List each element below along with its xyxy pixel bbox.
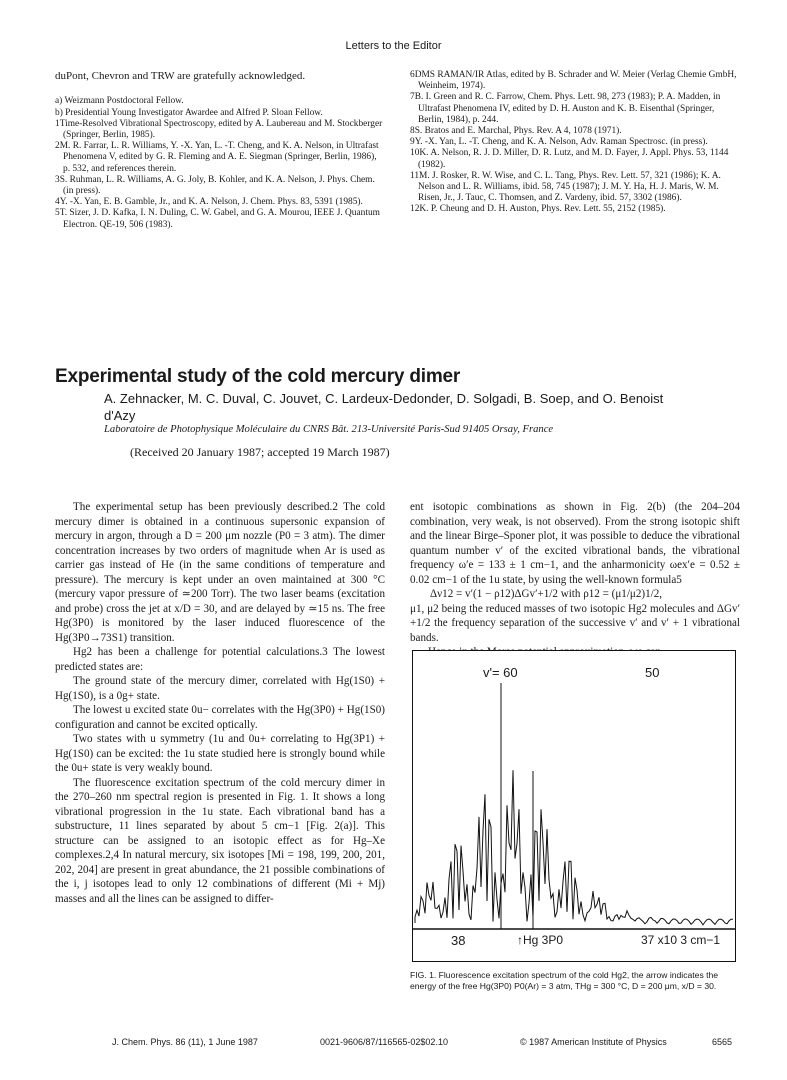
article-title: Experimental study of the cold mercury dimer — [55, 366, 461, 387]
footnote: 8S. Bratos and E. Marchal, Phys. Rev. A 4, 1078 (1971). — [410, 126, 622, 137]
running-header: Letters to the Editor — [345, 40, 442, 52]
left-body-column — [55, 500, 385, 906]
footnote: 7B. I. Green and R. C. Farrow, Chem. Phys. Lett. 98, 273 (1983); P. A. Madden, in Ultrafast Phenomena IV, edited by D. H. Auston and K. B. Eisenthal (Springer, Berlin, 1984), p. 244. — [410, 92, 721, 125]
author-list: A. Zehnacker, M. C. Duval, C. Jouvet, C. Lardeux-Dedonder, D. Solgadi, B. Soep, and O. Benoist d'Azy — [104, 391, 664, 423]
figure-caption: FIG. 1. Fluorescence excitation spectrum of the cold Hg2, the arrow indicates the energy of the free Hg(3P0) P0(Ar) = 3 atm, THg = 300 °C, D = 200 μm, x/D = 30. — [410, 970, 719, 991]
footnote: 9Y. -X. Yan, L. -T. Cheng, and K. A. Nelson, Adv. Raman Spectrosc. (in press). — [410, 137, 708, 148]
spectrum-plot — [413, 651, 735, 961]
figure-1-spectrum — [412, 650, 736, 962]
footer-journal: J. Chem. Phys. 86 (11), 1 June 1987 — [112, 1037, 258, 1047]
footnote: 4Y. -X. Yan, E. B. Gamble, Jr., and K. A. Nelson, J. Chem. Phys. 83, 5391 (1985). — [55, 197, 363, 208]
hg-arrow-label: ↑Hg 3P0 — [517, 933, 564, 947]
body-paragraph: The ground state of the mercury dimer, correlated with Hg(1S0) + Hg(1S0), is a 0g+ state. — [55, 675, 385, 702]
acknowledgment: duPont, Chevron and TRW are gratefully acknowledged. — [55, 70, 306, 82]
axis-label-37: 37 x10 3 cm−1 — [641, 933, 721, 947]
footer-copyright: © 1987 American Institute of Physics — [520, 1037, 667, 1047]
label-50: 50 — [645, 665, 660, 680]
body-paragraph: The lowest u excited state 0u− correlates with the Hg(3P0) + Hg(1S0) configuration and cannot be excited optically. — [55, 704, 385, 731]
body-paragraph: The fluorescence excitation spectrum of the cold mercury dimer in the 270–260 nm spectral region is presented in Fig. 1. It shows a long vibrational progression in the 1u state. Each vibrational band has a substructure, 11 lines separated by about 5 cm−1 [Fig. 2(a)]. This structure can be assigned to an isotopic effect as for Hg–Xe complexes.2,4 In natural mercury, six isotopes [Mi = 198, 199, 200, 201, 202, 204] are present in great abundance, the 21 possible combinations of the i, j isotopes lead to only 12 combinations of different (Mi + Mj) masses and all the lines can be assigned to differ- — [55, 776, 385, 905]
body-paragraph: Hg2 has been a challenge for potential calculations.3 The lowest predicted states are: — [55, 646, 385, 673]
body-paragraph: Two states with u symmetry (1u and 0u+ correlating to Hg(3P1) + Hg(1S0) can be excited: the 1u state studied here is strongly bound while the 0u+ state is very weakly bound. — [55, 733, 385, 774]
footnote: a) Weizmann Postdoctoral Fellow. — [55, 96, 184, 107]
footnote: 6DMS RAMAN/IR Atlas, edited by B. Schrader and W. Meier (Verlag Chemie GmbH, Weinheim, 1974). — [410, 70, 737, 92]
right-footnotes — [410, 70, 740, 216]
footnote: 5T. Sizer, J. D. Kafka, I. N. Duling, C. W. Gabel, and G. A. Mourou, IEEE J. Quantum Electron. QE-19, 506 (1983). — [55, 208, 380, 230]
footnote: 3S. Ruhman, L. R. Williams, A. G. Joly, B. Kohler, and K. A. Nelson, J. Phys. Chem. (in press). — [55, 174, 375, 197]
axis-label-38: 38 — [451, 933, 466, 948]
footnote: 2M. R. Farrar, L. R. Williams, Y. -X. Yan, L. -T. Cheng, and K. A. Nelson, in Ultrafast Phenomena V, edited by G. R. Fleming and A. E. Siegman (Springer, Berlin, 1986), p. 532, and references therein. — [55, 141, 379, 174]
equation: Δν12 = v′(1 − ρ12)ΔGv′+1/2 with ρ12 = (μ1/μ2)1/2, — [430, 588, 663, 600]
left-footnotes — [55, 70, 385, 231]
v-label: v'= 60 — [483, 665, 518, 680]
right-body-column — [410, 500, 740, 660]
spectrum-trace — [415, 770, 733, 925]
body-paragraph: μ1, μ2 being the reduced masses of two isotopic Hg2 molecules and ΔGv′+1/2 the frequency separation of the successive v′ and v′ + 1 vibrational bands. — [410, 602, 740, 644]
footnote: 12K. P. Cheung and D. H. Auston, Phys. Rev. Lett. 55, 2152 (1985). — [410, 204, 666, 215]
affiliation: Laboratoire de Photophysique Moléculaire du CNRS Bât. 213-Université Paris-Sud 91405 Orsay, France — [104, 424, 554, 435]
body-paragraph: ent isotopic combinations as shown in Fig. 2(b) (the 204–204 combination, very weak, is not observed). From the strong isotopic shift and the linear Birge–Sponer plot, it was possible to deduce the vibrational quantum number v′ of the excited vibrational bands, the vibrational frequency ω′e = 133 ± 1 cm−1, and the anharmonicity ωex′e = 0.52 ± 0.02 cm−1 of the 1u state, by using the well-known formula5 — [410, 501, 740, 586]
footnote: b) Presidential Young Investigator Awardee and Alfred P. Sloan Fellow. — [55, 107, 323, 118]
received-date: (Received 20 January 1987; accepted 19 March 1987) — [130, 445, 390, 459]
footnote: 11M. J. Rosker, R. W. Wise, and C. L. Tang, Phys. Rev. Lett. 57, 321 (1986); K. A. Nelson and L. R. Williams, ibid. 58, 745 (1987); J. M. Y. Ha, H. J. Maris, W. M. Risen, Jr., J. Tauc, C. Thomsen, and Z. Vardeny, ibid. 57, 3302 (1986). — [410, 170, 721, 204]
footer-page-number: 6565 — [712, 1037, 733, 1047]
body-paragraph: The experimental setup has been previously described.2 The cold mercury dimer is obtained in a continuous supersonic expansion of mercury in argon, through a D = 200 μm nozzle (P0 = 3 atm). The dimer concentration increases by two orders of magnitude when Ar is used as carrier gas instead of He (in the same conditions of temperature and pressure). The mercury is kept under an oven maintained at 300 °C (mercury vapor pressure of ≃200 Torr). The two laser beams (excitation and probe) cross the jet at x/D = 30, and are delayed by ≃15 ns. The free Hg(3P0) is monitored by the laser induced fluorescence of the Hg(3P0→73S1) transition. — [55, 501, 385, 644]
footnote: 10K. A. Nelson, R. J. D. Miller, D. R. Lutz, and M. D. Fayer, J. Appl. Phys. 53, 1144 (1982). — [410, 148, 729, 170]
footnote: 1Time-Resolved Vibrational Spectroscopy, edited by A. Laubereau and M. Stockberger (Springer, Berlin, 1985). — [55, 118, 383, 141]
footer-code: 0021-9606/87/116565-02$02.10 — [320, 1037, 448, 1047]
